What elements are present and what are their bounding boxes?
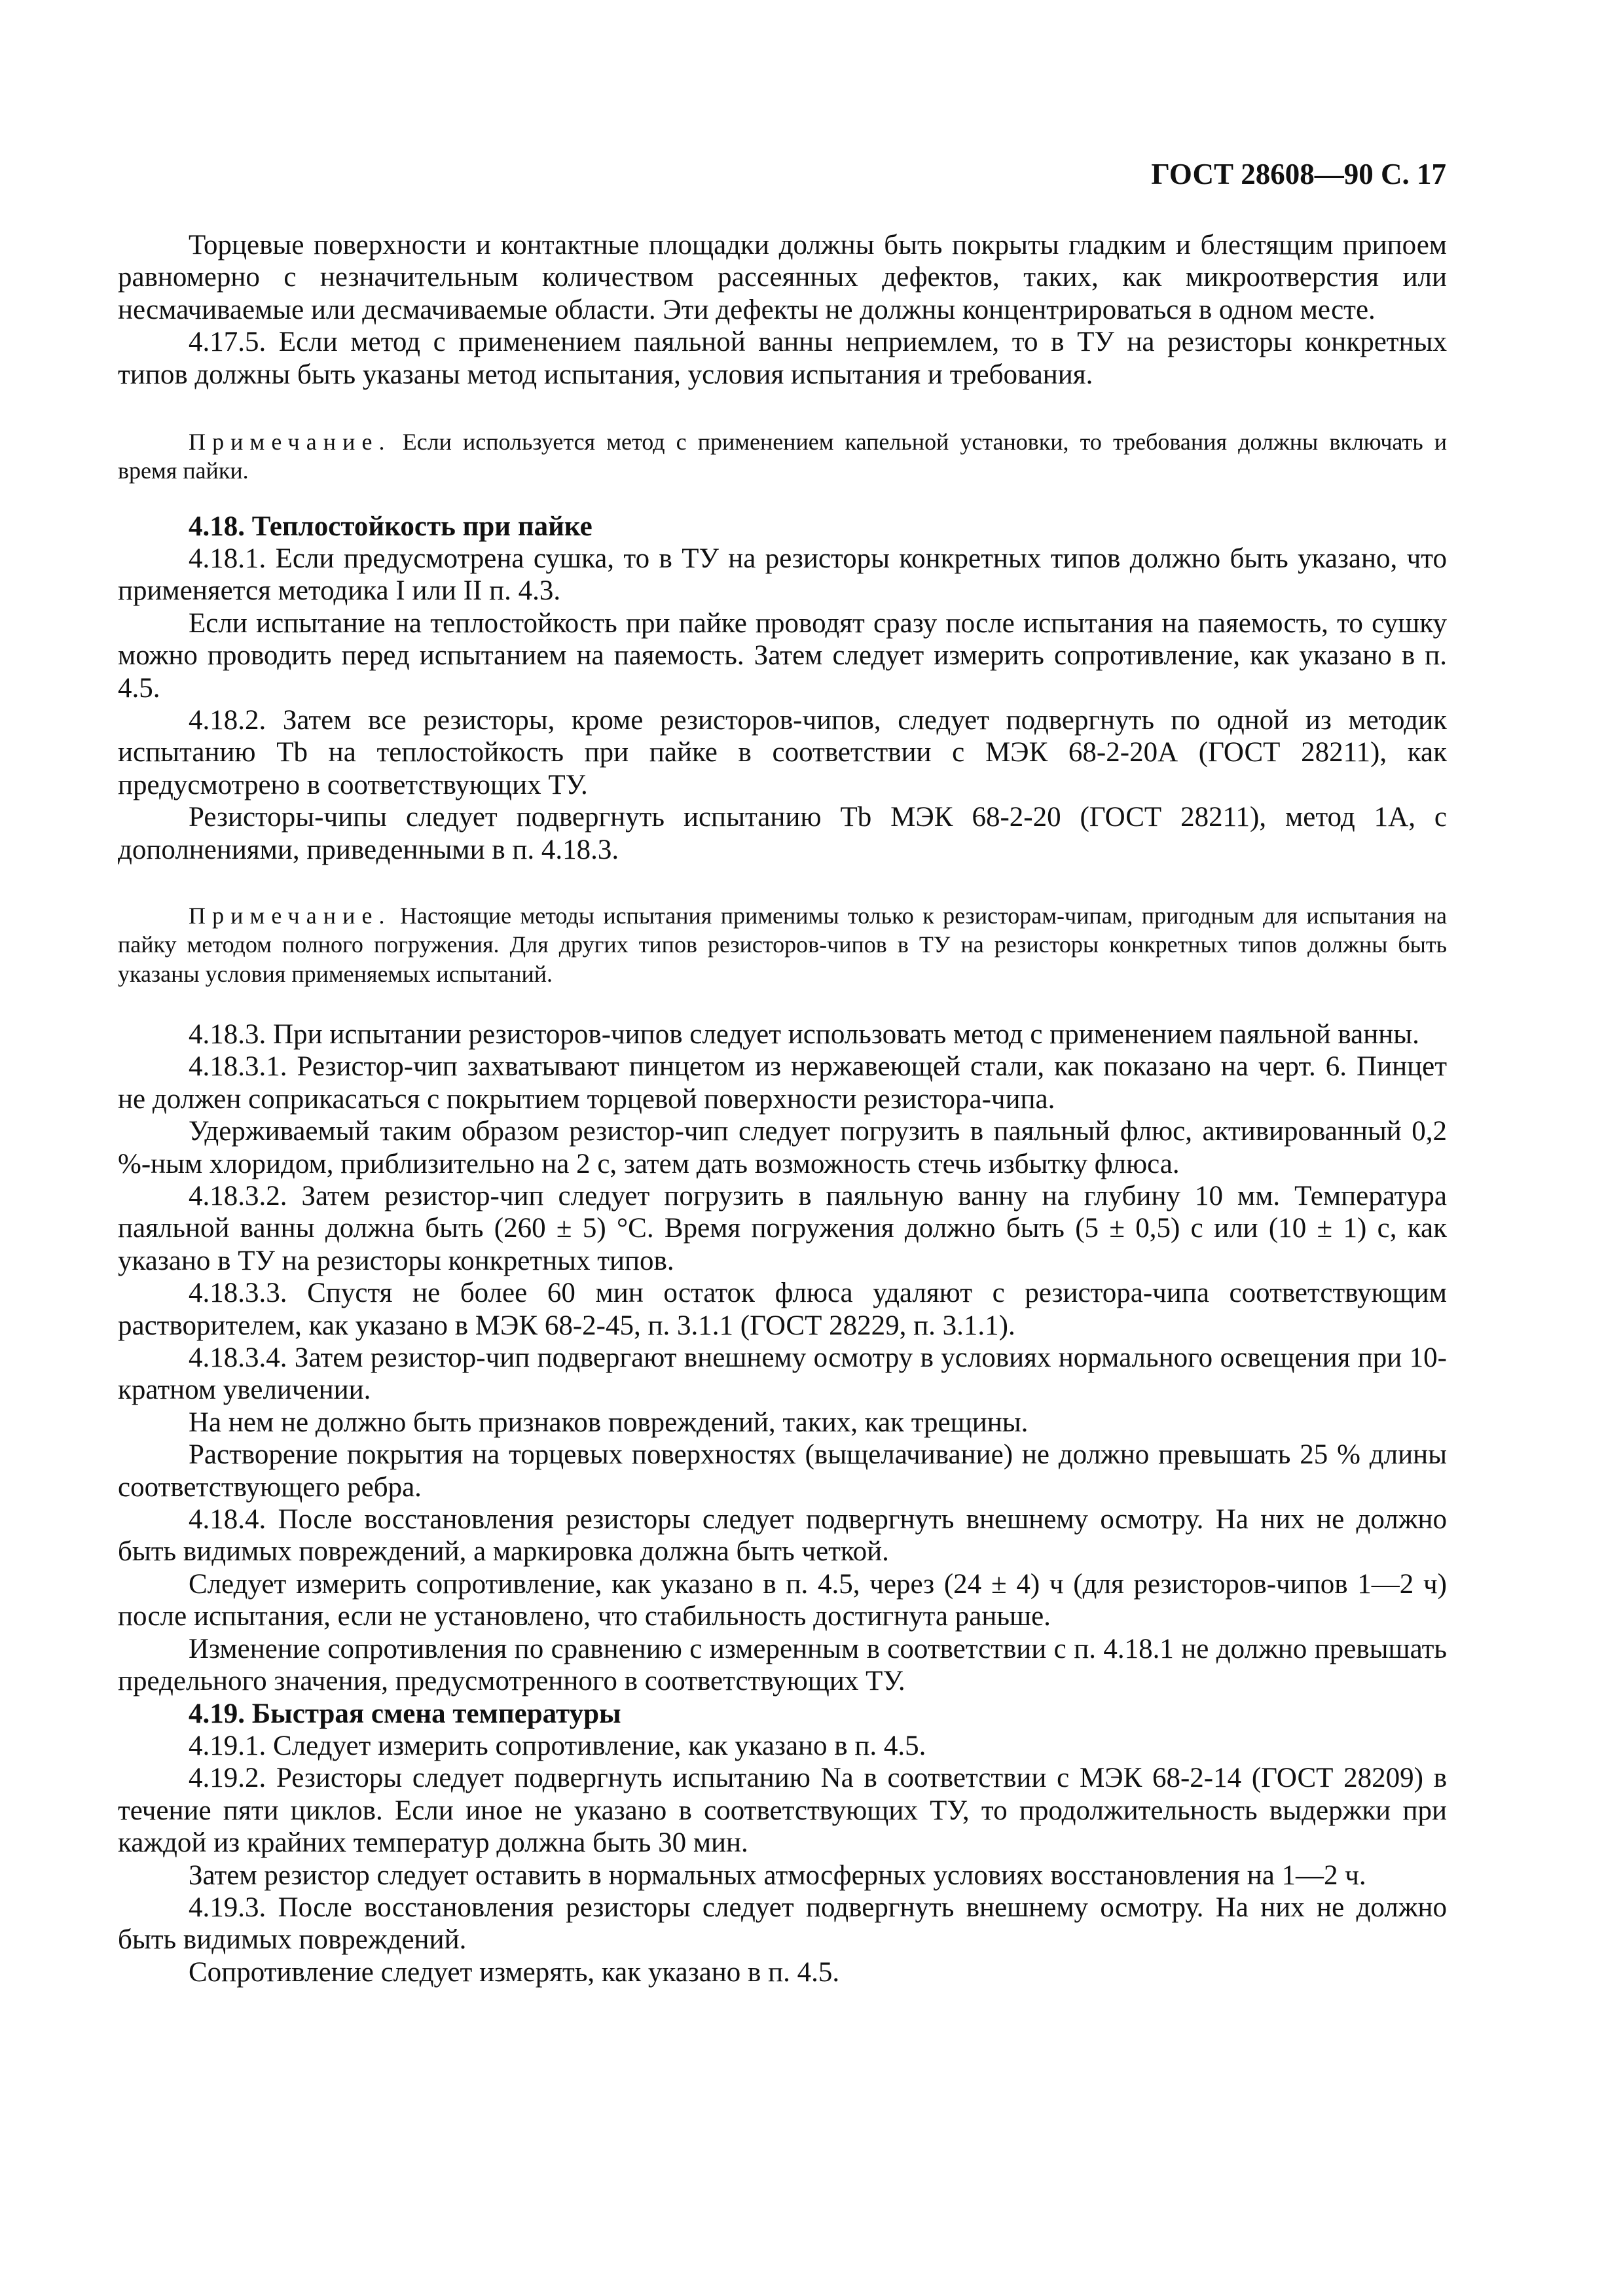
section-heading-4-19: 4.19. Быстрая смена температуры xyxy=(189,1698,621,1729)
paragraph: Следует измерить сопротивление, как указано в п. 4.5, через (24 ± 4) ч (для резисторов-чипов 1—2 ч) после испытания, если не установлено, что стабильность достигнута раньше. xyxy=(118,1568,1447,1632)
paragraph-4-18-4: 4.18.4. После восстановления резисторы следует подвергнуть внешнему осмотру. На них не должно быть видимых повреждений, а маркировка должна быть четкой. xyxy=(118,1504,1447,1568)
paragraph-4-19-3: 4.19.3. После восстановления резисторы следует подвергнуть внешнему осмотру. На них не должно быть видимых повреждений. xyxy=(118,1892,1447,1956)
paragraph: Торцевые поверхности и контактные площадки должны быть покрыты гладким и блестящим припоем равномерно с незначительным количеством рассеянных дефектов, таких, как микроотверстия или несмачиваемые или десмачиваемые области. Эти дефекты не должны концентрироваться в одном месте. xyxy=(118,230,1447,325)
note-label: Примечание. xyxy=(189,903,392,929)
paragraph: На нем не должно быть признаков повреждений, таких, как трещины. xyxy=(189,1407,1029,1438)
note-1 xyxy=(118,427,1447,486)
paragraph: Затем резистор следует оставить в нормальных атмосферных условиях восстановления на 1—2 ч. xyxy=(189,1859,1366,1891)
paragraph: Удерживаемый таким образом резистор-чип следует погрузить в паяльный флюс, активированный 0,2 %-ным хлоридом, приблизительно на 2 с, затем дать возможность стечь избытку флюса. xyxy=(118,1116,1447,1179)
note-text: Настоящие методы испытания применимы только к резисторам-чипам, пригодным для испытания на пайку методом полного погружения. Для других типов резисторов-чипов в ТУ на резисторы конкретных типов должны быть указаны условия применяемых испытаний. xyxy=(118,903,1447,987)
paragraph-4-17-5: 4.17.5. Если метод с применением паяльной ванны неприемлем, то в ТУ на резисторы конкретных типов должны быть указаны метод испытания, условия испытания и требования. xyxy=(118,327,1447,390)
paragraph-4-19-2: 4.19.2. Резисторы следует подвергнуть испытанию Na в соответствии с МЭК 68-2-14 (ГОСТ 28209) в течение пяти циклов. Если иное не указано в соответствующих ТУ, то продолжительность выдержки при каждой из крайних температур должна быть 30 мин. xyxy=(118,1763,1447,1859)
section-heading-4-18: 4.18. Теплостойкость при пайке xyxy=(189,511,593,542)
paragraph-4-18-2: 4.18.2. Затем все резисторы, кроме резисторов-чипов, следует подвергнуть по одной из методик испытанию Tb на теплостойкость при пайке в соответствии с МЭК 68-2-20А (ГОСТ 28211), как предусмотрено в соответствующих ТУ. xyxy=(118,705,1447,800)
paragraph-4-18-3: 4.18.3. При испытании резисторов-чипов следует использовать метод с применением паяльной ванны. xyxy=(189,1018,1419,1050)
paragraph-4-18-3-1: 4.18.3.1. Резистор-чип захватывают пинцетом из нержавеющей стали, как показано на черт. 6. Пинцет не должен соприкасаться с покрытием торцевой поверхности резистора-чипа. xyxy=(118,1051,1447,1115)
note-2 xyxy=(118,901,1447,988)
note-label: Примечание. xyxy=(189,429,392,456)
paragraph-4-19-1: 4.19.1. Следует измерить сопротивление, как указано в п. 4.5. xyxy=(189,1730,926,1761)
document-body xyxy=(118,229,1447,1988)
paragraph-4-18-3-2: 4.18.3.2. Затем резистор-чип следует погрузить в паяльную ванну на глубину 10 мм. Температура паяльной ванны должна быть (260 ± 5) °С. Время погружения должно быть (5 ± 0,5) с или (10 ± 1) с, как указано в ТУ на резисторы конкретных типов. xyxy=(118,1181,1447,1276)
paragraph-4-18-1: 4.18.1. Если предусмотрена сушка, то в ТУ на резисторы конкретных типов должно быть указано, что применяется методика I или II п. 4.3. xyxy=(118,543,1447,607)
paragraph-4-18-3-4: 4.18.3.4. Затем резистор-чип подвергают внешнему осмотру в условиях нормального освещения при 10-кратном увеличении. xyxy=(118,1342,1447,1406)
paragraph: Растворение покрытия на торцевых поверхностях (выщелачивание) не должно превышать 25 % длины соответствующего ребра. xyxy=(118,1439,1447,1503)
paragraph: Изменение сопротивления по сравнению с измеренным в соответствии с п. 4.18.1 не должно превышать предельного значения, предусмотренного в соответствующих ТУ. xyxy=(118,1633,1447,1697)
note-text: Если используется метод с применением капельной установки, то требования должны включать и время пайки. xyxy=(118,429,1447,484)
paragraph: Если испытание на теплостойкость при пайке проводят сразу после испытания на паяемость, то сушку можно проводить перед испытанием на паяемость. Затем следует измерить сопротивление, как указано в п. 4.5. xyxy=(118,607,1447,704)
paragraph: Резисторы-чипы следует подвергнуть испытанию Tb МЭК 68-2-20 (ГОСТ 28211), метод 1А, с дополнениями, приведенными в п. 4.18.3. xyxy=(118,802,1447,865)
page-header: ГОСТ 28608—90 С. 17 xyxy=(1151,158,1446,190)
paragraph-4-18-3-3: 4.18.3.3. Спустя не более 60 мин остаток флюса удаляют с резистора-чипа соответствующим растворителем, как указано в МЭК 68-2-45, п. 3.1.1 (ГОСТ 28229, п. 3.1.1). xyxy=(118,1278,1447,1341)
paragraph: Сопротивление следует измерять, как указано в п. 4.5. xyxy=(189,1956,840,1988)
